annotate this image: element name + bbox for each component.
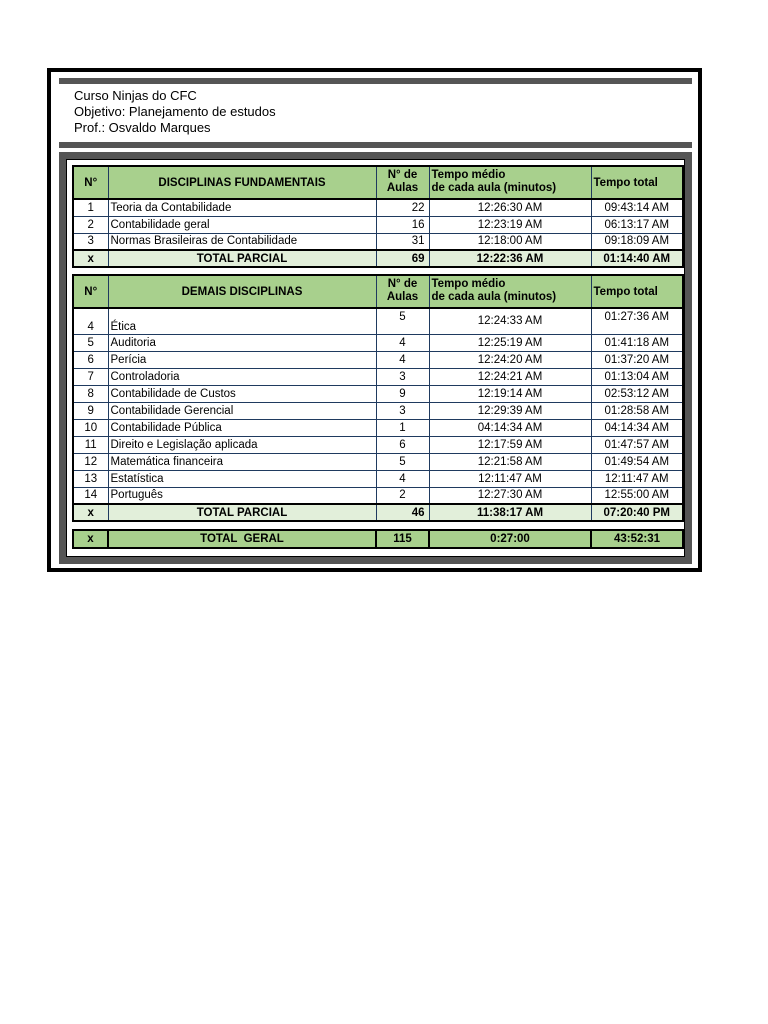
header-number: N° [73,275,108,308]
grand-total-row: x TOTAL GERAL 115 0:27:00 43:52:31 [73,530,683,548]
table-row: 8 Contabilidade de Custos 9 12:19:14 AM 02:53:12 AM [73,385,683,402]
header-lessons: N° de Aulas [376,275,429,308]
course-title: Curso Ninjas do CFC [74,88,197,103]
professor-line: Prof.: Osvaldo Marques [74,120,211,135]
header-divider [59,142,692,148]
table-row: 5 Auditoria 4 12:25:19 AM 01:41:18 AM [73,334,683,351]
table-row: 9 Contabilidade Gerencial 3 12:29:39 AM 01:28:58 AM [73,402,683,419]
objective-line: Objetivo: Planejamento de estudos [74,104,276,119]
table-row: 3 Normas Brasileiras de Contabilidade 31 12:18:00 AM 09:18:09 AM [73,233,683,250]
table-row: 7 Controladoria 3 12:24:21 AM 01:13:04 AM [73,368,683,385]
table-header-row [73,166,683,199]
header-subject: DISCIPLINAS FUNDAMENTAIS [108,166,376,199]
table-row: 10 Contabilidade Pública 1 04:14:34 AM 04:14:34 AM [73,419,683,436]
header-subject: DEMAIS DISCIPLINAS [108,275,376,308]
table-row: 4 Ética 5 12:24:33 AM 01:27:36 AM [73,308,683,334]
table-row: 6 Perícia 4 12:24:20 AM 01:37:20 AM [73,351,683,368]
table-row: 12 Matemática financeira 5 12:21:58 AM 01:49:54 AM [73,453,683,470]
fundamental-subjects-table [72,165,684,268]
table-row: 11 Direito e Legislação aplicada 6 12:17:59 AM 01:47:57 AM [73,436,683,453]
header-total-time: Tempo total [591,275,683,308]
document-header [74,88,276,136]
grand-total-table [72,529,684,549]
subtotal-row: x TOTAL PARCIAL 69 12:22:36 AM 01:14:40 AM [73,250,683,267]
other-subjects-table [72,274,684,522]
top-divider [59,78,692,84]
table-row: 2 Contabilidade geral 16 12:23:19 AM 06:13:17 AM [73,216,683,233]
header-number: N° [73,166,108,199]
header-average-time: Tempo médio de cada aula (minutos) [429,275,591,308]
subtotal-row: x TOTAL PARCIAL 46 11:38:17 AM 07:20:40 PM [73,504,683,521]
table-row: 1 Teoria da Contabilidade 22 12:26:30 AM 09:43:14 AM [73,199,683,216]
table-row: 13 Estatística 4 12:11:47 AM 12:11:47 AM [73,470,683,487]
header-lessons: N° de Aulas [376,166,429,199]
table-row: 14 Português 2 12:27:30 AM 12:55:00 AM [73,487,683,504]
header-average-time: Tempo médio de cada aula (minutos) [429,166,591,199]
header-total-time: Tempo total [591,166,683,199]
table-header-row [73,275,683,308]
